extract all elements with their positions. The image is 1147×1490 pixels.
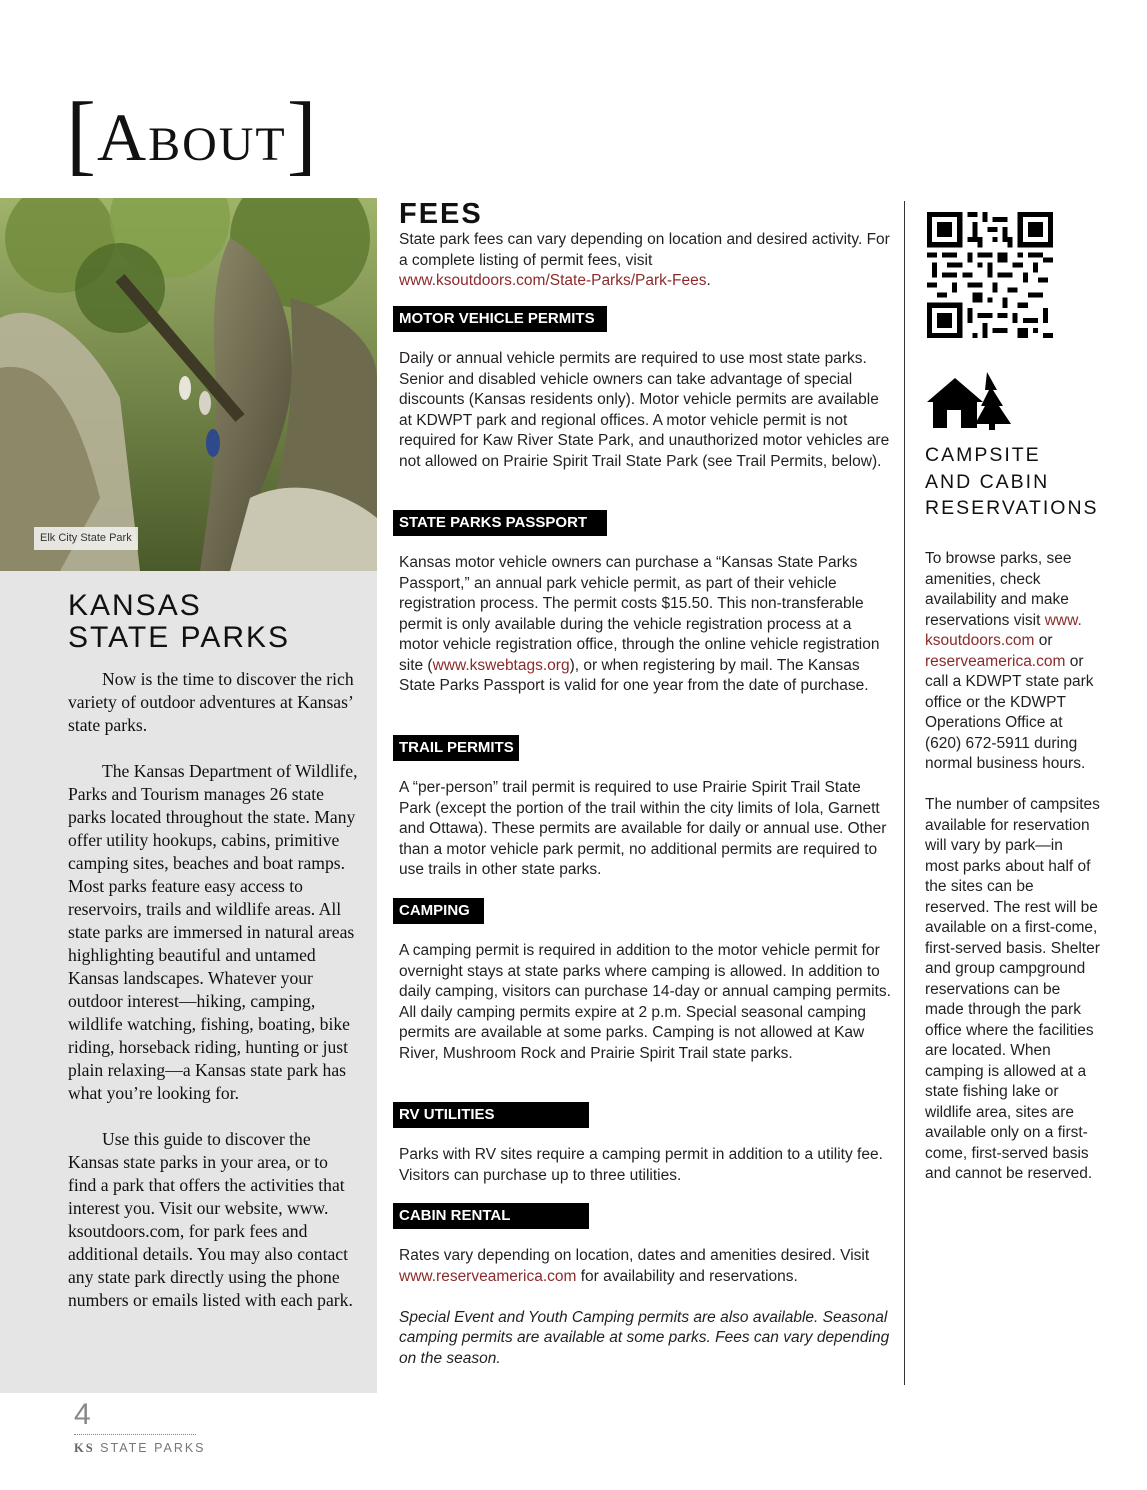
section-text: Kansas motor vehicle owners can purchase a “Kansas State Parks Passport,” an annual park vehicle permit, as part of their vehicle registration process. The permit costs $15.50. This non-transferable permit is only available during the vehicle registration process at a motor vehicle registration office, through the online vehicle registration site (www.kswebtags.org), or when registering by mail. The Kansas State Parks Passport is valid for one year from the date of purchase. xyxy=(399,554,880,694)
heading-line: RESERVATIONS xyxy=(925,497,1099,519)
kansas-state-parks-heading xyxy=(68,590,368,654)
reservations-heading xyxy=(925,442,1115,522)
kswebtags-link[interactable]: www.kswebtags.org xyxy=(432,656,570,674)
forest-rock-image xyxy=(0,198,377,571)
section-text: Daily or annual vehicle permits are required to use most state parks. Senior and disabled vehicle owners can take advantage of special discounts (Kansas residents only). Motor vehicle permits are available at KDWPT park and regional offices. A motor vehicle permit is not required for Kaw River State Park, and unauthorized motor vehicles are not allowed on Prairie Spirit Trail State Park (see Trail Permits, below). xyxy=(399,350,890,470)
rv-section xyxy=(399,1102,894,1186)
passport-section xyxy=(399,510,894,697)
paragraph: Use this guide to discover the Kansas state parks in your area, or to find a park that offers the activities that interest you. Visit our website, www. ksoutdoors.com, for park fees and additional details. You may also contact any state park directly using the phone numbers or emails listed with each park. xyxy=(68,1129,353,1310)
section-label: CABIN RENTAL xyxy=(393,1203,589,1229)
section-label: MOTOR VEHICLE PERMITS xyxy=(393,306,607,332)
ks-mark: KS xyxy=(74,1441,95,1455)
cabin-section xyxy=(399,1203,894,1369)
section-text: A camping permit is required in addition to the motor vehicle permit for overnight stays at state parks where camping is allowed. In addition to daily camping, visitors can purchase 14-day or annual camping permits. All daily camping permits expire at 2 p.m. Special seasonal camping permits are available at some parks. Camping is not allowed at Kaw River, Mushroom Rock and Prairie Spirit Trail state parks. xyxy=(399,942,891,1062)
fees-intro-text: State park fees can vary depending on location and desired activity. For a complete listing of permit fees, visit www.ksoutdoors.com/State-Parks/Park-Fees. xyxy=(399,231,890,289)
paragraph: The number of campsites available for reservation will vary by park—in most parks about half of the sites can be reserved. The rest will be available on a first-come, first-served basis. Shelter and group campground reservations can be made through the park office where the facilities are located. When camping is allowed at a state fishing lake or wildlife area, sites are available only on a first-come, first-served basis and cannot be reserved. xyxy=(925,796,1100,1182)
section-text: Parks with RV sites require a camping permit in addition to a utility fee. Visitors can purchase up to three utilities. xyxy=(399,1146,883,1184)
motor-vehicle-section xyxy=(399,306,894,472)
reserveamerica-link[interactable]: reserveamerica.com xyxy=(925,652,1066,670)
paragraph: Now is the time to discover the rich variety of outdoor adventures at Kansas’ state parks. xyxy=(68,669,354,735)
footer-label: KS STATE PARKS xyxy=(74,1441,206,1455)
section-label: RV UTILITIES xyxy=(393,1102,589,1128)
reserveamerica-link[interactable]: www.reserveamerica.com xyxy=(399,1267,577,1285)
ksoutdoors-link[interactable]: www. ksoutdoors.com xyxy=(925,611,1082,649)
fees-intro xyxy=(399,198,894,292)
reservations-text xyxy=(925,549,1100,1205)
intro-text xyxy=(68,668,358,1335)
fees-title: FEES xyxy=(399,198,483,230)
column-divider xyxy=(904,201,905,1385)
section-text: A “per-person” trail permit is required to use Prairie Spirit Trail State Park (except the portion of the trail within the city limits of Iola, Garnett and Ottawa). These permits are available for daily or annual use. Other than a motor vehicle park permit, no additional permits are required to use trails in other state parks. xyxy=(399,779,887,878)
section-label: CAMPING xyxy=(393,898,484,924)
park-fees-link[interactable]: www.ksoutdoors.com/State-Parks/Park-Fees xyxy=(399,272,707,289)
section-label: TRAIL PERMITS xyxy=(393,735,519,761)
title-bracket-close: ] xyxy=(286,85,318,184)
heading-line: KANSAS xyxy=(68,589,202,622)
park-photo xyxy=(0,198,377,571)
title-bracket-open: [ xyxy=(66,85,97,184)
photo-caption: Elk City State Park xyxy=(34,527,138,550)
qr-code-icon[interactable] xyxy=(927,212,1053,343)
title-word: About xyxy=(96,99,287,175)
page-number: 4 xyxy=(74,1398,91,1431)
trail-section xyxy=(399,735,894,881)
section-text: Rates vary depending on location, dates and amenities desired. Visit www.reserveamerica.com for availability and reservations. xyxy=(399,1247,870,1285)
heading-line: STATE PARKS xyxy=(68,621,291,654)
paragraph: To browse parks, see amenities, check availability and make reservations visit www. ksoutdoors.com or reserveamerica.com or call a KDWPT state park office or the KDWPT Operations Office at (620) 672-5911 during normal business hours. xyxy=(925,550,1094,772)
footer-divider xyxy=(74,1434,196,1435)
paragraph: The Kansas Department of Wildlife, Parks and Tourism manages 26 state parks located throughout the state. Many offer utility hookups, cabins, primitive camping sites, beaches and boat ramps. Most parks feature easy access to reservoirs, trails and wildlife areas. All state parks are immersed in natural areas highlighting beautiful and untamed Kansas landscapes. Whatever your outdoor interest—hiking, camping, wildlife watching, fishing, boating, bike riding, horseback riding, hunting or just plain relaxing—a Kansas state park has what you’re looking for. xyxy=(68,761,358,1103)
page-title xyxy=(66,85,318,184)
section-label: STATE PARKS PASSPORT xyxy=(393,510,607,536)
heading-line: AND CABIN xyxy=(925,470,1050,493)
camping-section xyxy=(399,898,894,1064)
heading-line: CAMPSITE xyxy=(925,444,1041,466)
cabin-tree-icon xyxy=(925,372,1015,435)
fees-note: Special Event and Youth Camping permits are also available. Seasonal camping permits are available at some parks. Fees can vary depending on the season. xyxy=(399,1308,890,1367)
